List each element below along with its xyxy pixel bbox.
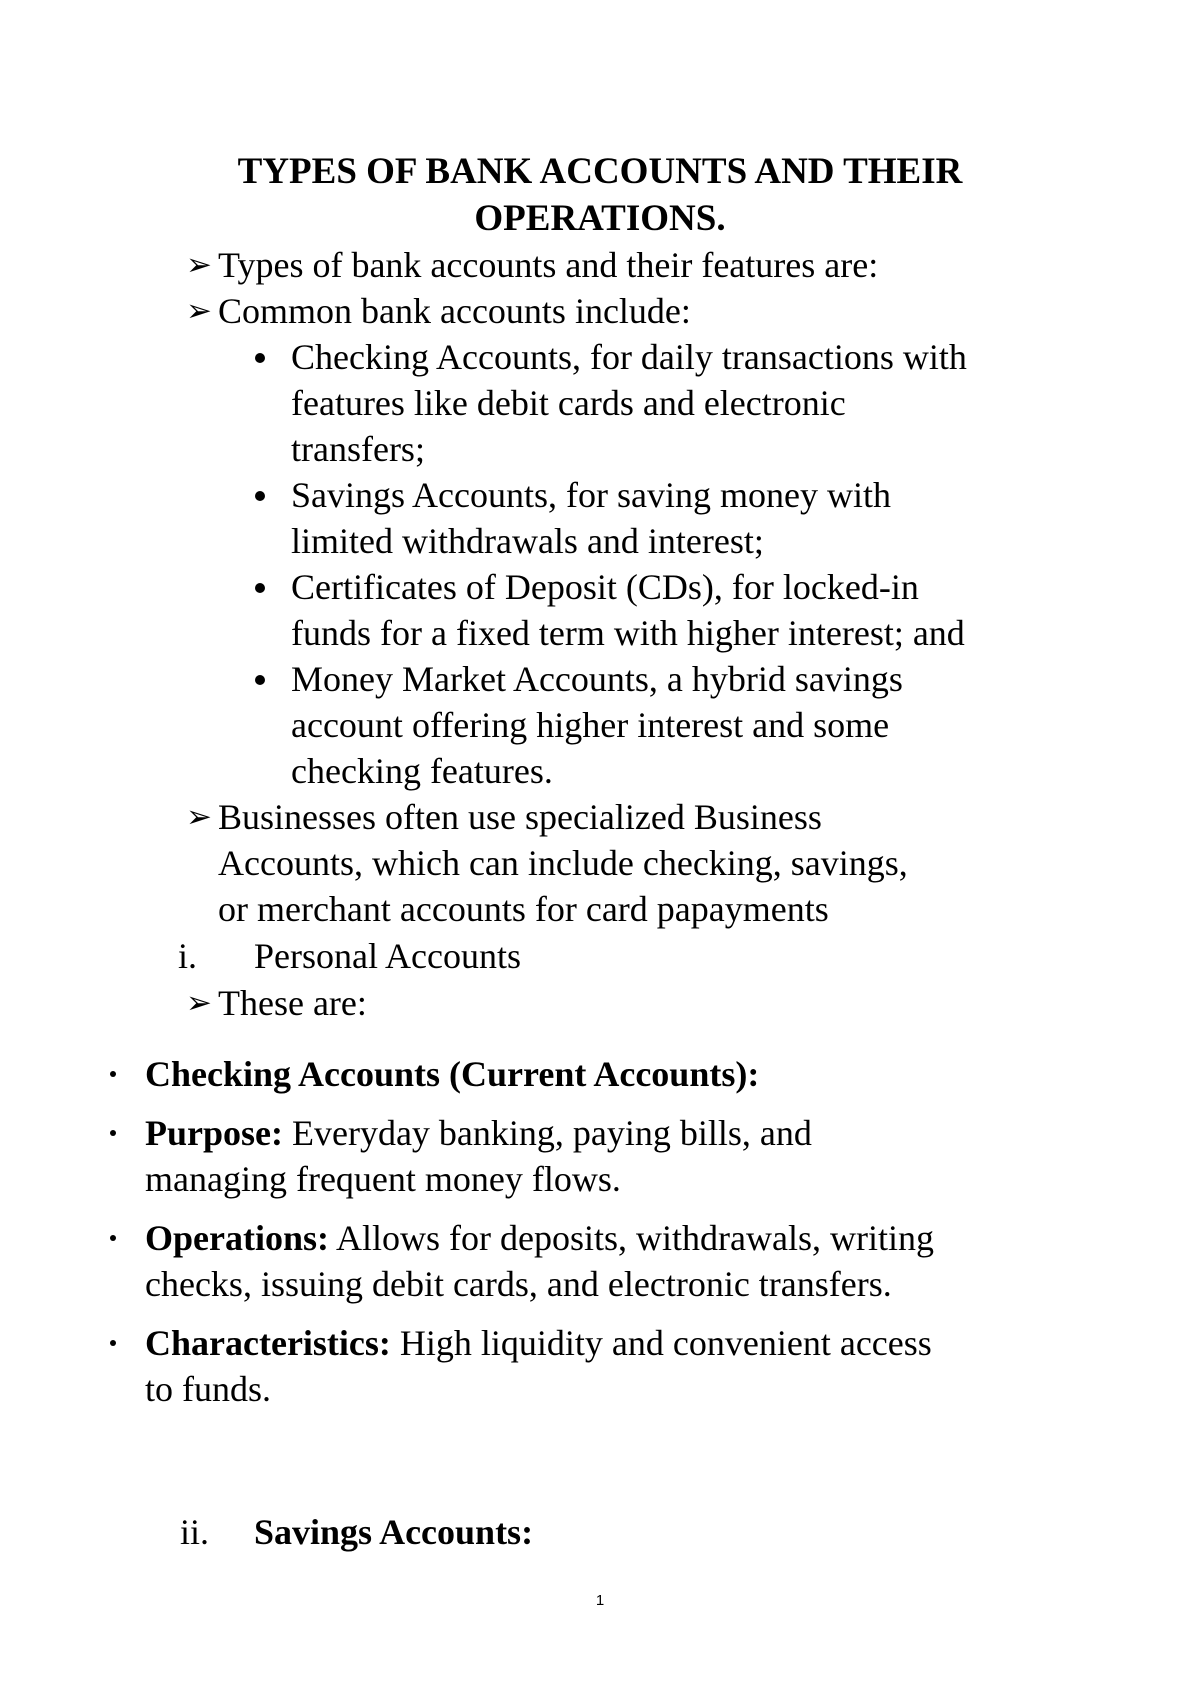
common-checking-line-3: transfers; [291,429,425,469]
intro-item-common: Common bank accounts include: [218,291,691,331]
bullet-dot-icon [110,1071,116,1077]
intro-item-types: Types of bank accounts and their features are: [218,245,879,285]
bullet-dot-icon [110,1235,116,1241]
purpose-line-2: managing frequent money flows. [145,1159,621,1199]
section-ii-numeral: ii. [180,1512,210,1552]
arrow-bullet-icon: ➢ [186,293,212,328]
section-i-these-are: These are: [218,983,367,1023]
common-cds-line-1: Certificates of Deposit (CDs), for locked-in [291,567,919,607]
section-ii-heading: Savings Accounts: [254,1512,534,1552]
bullet-dot-icon [110,1340,116,1346]
bullet-dot-icon [255,353,265,363]
bullet-dot-icon [255,583,265,593]
bullet-dot-icon [255,491,265,501]
common-money-market-line-3: checking features. [291,751,553,791]
common-savings-line-2: limited withdrawals and interest; [291,521,764,561]
purpose-text: Everyday banking, paying bills, and [292,1113,812,1153]
common-checking-line-1: Checking Accounts, for daily transactions with [291,337,967,377]
arrow-bullet-icon: ➢ [186,985,212,1020]
characteristics-label: Characteristics: [145,1323,391,1363]
common-savings-line-1: Savings Accounts, for saving money with [291,475,891,515]
operations-text: Allows for deposits, withdrawals, writing [336,1218,934,1258]
section-i-numeral: i. [178,936,198,976]
business-line-1: Businesses often use specialized Business [218,797,822,837]
common-money-market-line-2: account offering higher interest and some [291,705,890,745]
common-checking-line-2: features like debit cards and electronic [291,383,846,423]
purpose-label: Purpose: [145,1113,283,1153]
business-line-2: Accounts, which can include checking, savings, [218,843,908,883]
document-title-line-2: OPERATIONS. [474,198,726,239]
operations-line-2: checks, issuing debit cards, and electronic transfers. [145,1264,892,1304]
page-number: 1 [595,1592,605,1609]
arrow-bullet-icon: ➢ [186,799,212,834]
business-line-3: or merchant accounts for card papayments [218,889,829,929]
purpose-line-1 [145,1110,812,1156]
bullet-dot-icon [110,1130,116,1136]
bullet-dot-icon [255,675,265,685]
document-title-line-1: TYPES OF BANK ACCOUNTS AND THEIR [237,151,963,192]
arrow-bullet-icon: ➢ [186,247,212,282]
checking-details-heading: Checking Accounts (Current Accounts): [145,1054,760,1094]
operations-label: Operations: [145,1218,329,1258]
common-money-market-line-1: Money Market Accounts, a hybrid savings [291,659,903,699]
characteristics-line-2: to funds. [145,1369,271,1409]
characteristics-text: High liquidity and convenient access [399,1323,932,1363]
common-cds-line-2: funds for a fixed term with higher interest; and [291,613,965,653]
characteristics-line-1 [145,1320,932,1366]
section-i-heading: Personal Accounts [254,936,521,976]
operations-line-1 [145,1215,934,1261]
